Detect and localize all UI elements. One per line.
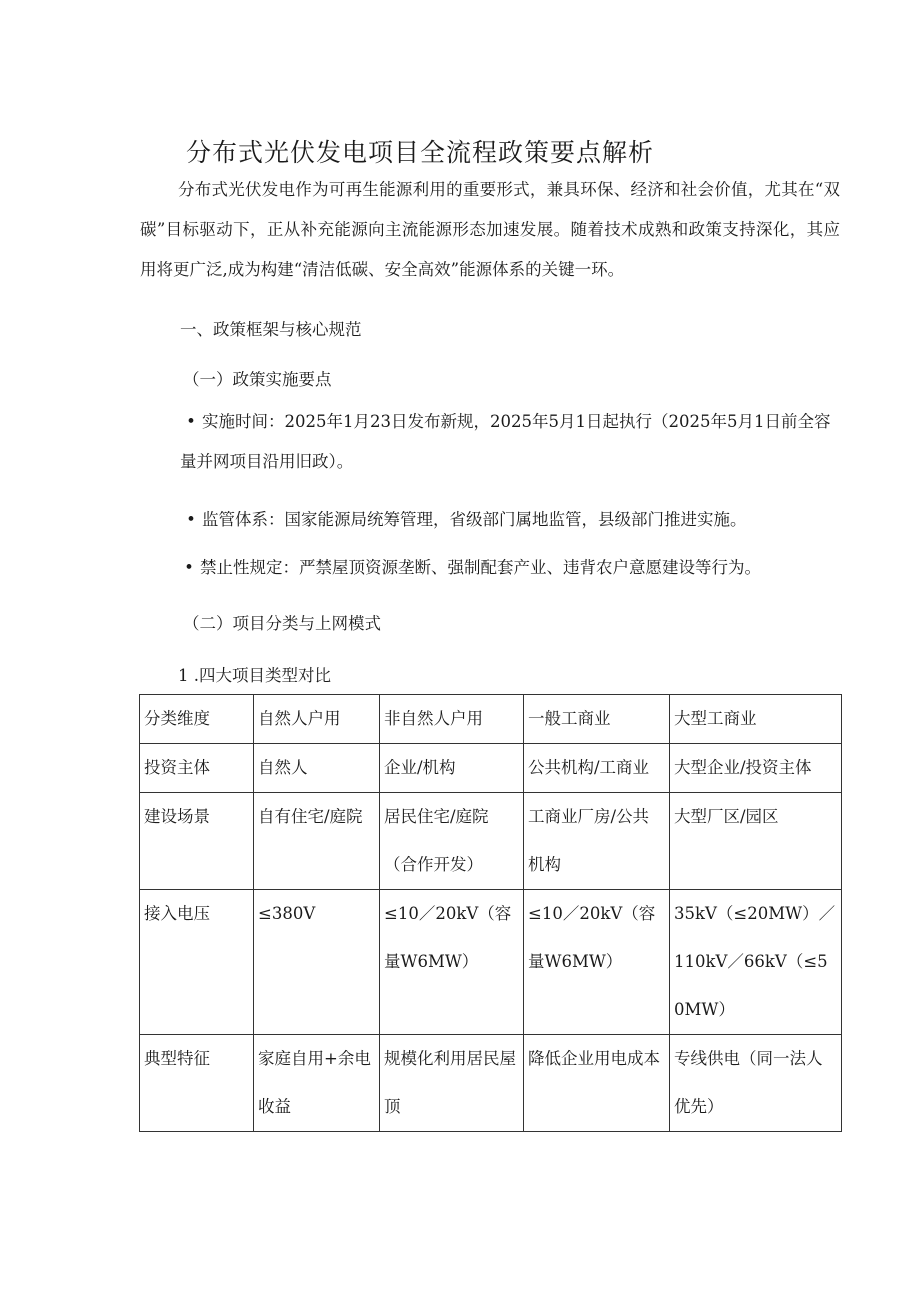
table-cell: ≤10／20kV（容量W6MW） bbox=[380, 890, 524, 1035]
table-row bbox=[140, 793, 842, 890]
table-header-cell: 分类维度 bbox=[140, 695, 254, 744]
table-cell: 企业/机构 bbox=[380, 744, 524, 793]
table-row bbox=[140, 744, 842, 793]
table-cell: 专线供电（同一法人优先） bbox=[670, 1035, 842, 1132]
table-cell: 家庭自用+余电收益 bbox=[254, 1035, 380, 1132]
table-cell: 规模化利用居民屋顶 bbox=[380, 1035, 524, 1132]
bullet-text: 监管体系：国家能源局统筹管理，省级部门属地监管，县级部门推进实施。 bbox=[202, 510, 747, 529]
bullet-marker: • bbox=[184, 558, 194, 577]
table-cell: 公共机构/工商业 bbox=[524, 744, 670, 793]
bullet-marker: • bbox=[186, 510, 196, 529]
bullet-text: 实施时间：2025年1月23日发布新规，2025年5月1日起执行（2025年5月1日前全容量并网项目沿用旧政）。 bbox=[180, 412, 831, 471]
table-cell: 居民住宅/庭院（合作开发） bbox=[380, 793, 524, 890]
table-cell: 投资主体 bbox=[140, 744, 254, 793]
subsection-heading-2: （二）项目分类与上网模式 bbox=[183, 614, 381, 633]
table-cell: 建设场景 bbox=[140, 793, 254, 890]
table-cell: 典型特征 bbox=[140, 1035, 254, 1132]
bullet-item bbox=[178, 548, 761, 588]
comparison-table bbox=[139, 694, 842, 1132]
table-cell: 降低企业用电成本 bbox=[524, 1035, 670, 1132]
table-cell: 接入电压 bbox=[140, 890, 254, 1035]
document-title: 分布式光伏发电项目全流程政策要点解析 bbox=[186, 137, 655, 167]
table-cell: 大型企业/投资主体 bbox=[670, 744, 842, 793]
bullet-item bbox=[180, 402, 840, 482]
table-header-cell: 大型工商业 bbox=[670, 695, 842, 744]
table-cell: ≤10／20kV（容量W6MW） bbox=[524, 890, 670, 1035]
table-cell: ≤380V bbox=[254, 890, 380, 1035]
table-row bbox=[140, 890, 842, 1035]
table-cell: 35kV（≤20MW）／110kV／66kV（≤50MW） bbox=[670, 890, 842, 1035]
subsection-heading-1: （一）政策实施要点 bbox=[183, 370, 332, 389]
intro-paragraph: 分布式光伏发电作为可再生能源利用的重要形式，兼具环保、经济和社会价值，尤其在“双碳”目标驱动下，正从补充能源向主流能源形态加速发展。随着技术成熟和政策支持深化，其应用将更广泛,成为构建“清洁低碳、安全高效”能源体系的关键一环。 bbox=[140, 180, 840, 279]
bullet-marker: • bbox=[186, 412, 196, 431]
table-header-row bbox=[140, 695, 842, 744]
bullet-item bbox=[180, 500, 747, 540]
bullet-text: 禁止性规定：严禁屋顶资源垄断、强制配套产业、违背农户意愿建设等行为。 bbox=[200, 558, 761, 577]
table-cell: 自然人 bbox=[254, 744, 380, 793]
table-caption: 1 .四大项目类型对比 bbox=[178, 666, 331, 685]
table-cell: 自有住宅/庭院 bbox=[254, 793, 380, 890]
table-header-cell: 自然人户用 bbox=[254, 695, 380, 744]
table-header-cell: 一般工商业 bbox=[524, 695, 670, 744]
table-row bbox=[140, 1035, 842, 1132]
table-header-cell: 非自然人户用 bbox=[380, 695, 524, 744]
table-cell: 大型厂区/园区 bbox=[670, 793, 842, 890]
section-heading-1: 一、政策框架与核心规范 bbox=[180, 320, 362, 339]
table-cell: 工商业厂房/公共机构 bbox=[524, 793, 670, 890]
